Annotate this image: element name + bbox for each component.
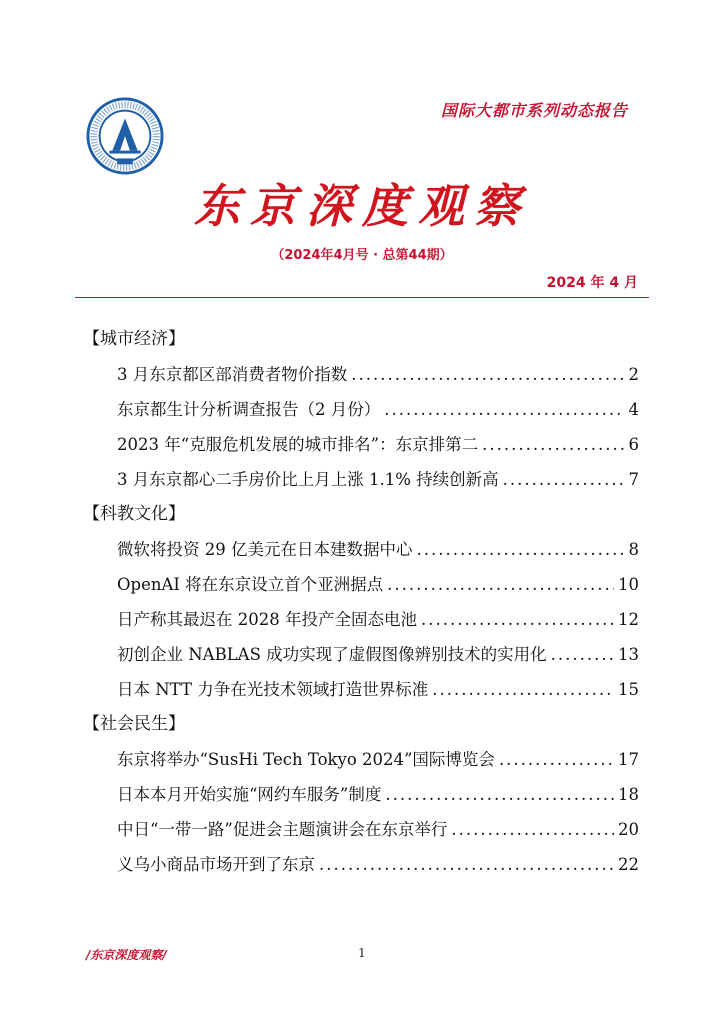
toc-entry[interactable] [83, 357, 639, 392]
toc-leader [482, 427, 624, 462]
toc-leader [384, 392, 624, 427]
page-title: 东京深度观察 [194, 179, 530, 233]
toc-entry-title: 东京都生计分析调查报告（2 月份） [117, 400, 381, 419]
toc-entry-page: 15 [618, 680, 639, 699]
toc-entry-page: 2 [628, 365, 639, 384]
toc-entry-title: 日本本月开始实施“网约车服务”制度 [117, 785, 382, 804]
toc-entry-title: 日本 NTT 力争在光技术领域打造世界标准 [117, 680, 429, 699]
toc-entry-page: 8 [628, 540, 639, 559]
toc-leader [451, 812, 614, 847]
series-title: 国际大都市系列动态报告 [440, 101, 628, 120]
publication-date: 2024 年 4 月 [546, 275, 638, 291]
toc-entry-title: 中日“一带一路”促进会主题演讲会在东京举行 [117, 820, 448, 839]
toc-entry-title: 日产称其最迟在 2028 年投产全固态电池 [117, 610, 417, 629]
toc-entry-title: 初创企业 NABLAS 成功实现了虚假图像辨别技术的实用化 [117, 645, 547, 664]
toc-entry[interactable] [83, 777, 639, 812]
toc-entry-page: 7 [628, 470, 639, 489]
toc-leader [503, 462, 625, 497]
toc-entry[interactable] [83, 392, 639, 427]
toc-entry[interactable] [83, 847, 639, 882]
toc-entry-title: 2023 年“克服危机发展的城市排名”：东京排第二 [117, 435, 479, 454]
toc-entry-page: 13 [618, 645, 639, 664]
toc-entry-page: 6 [628, 435, 639, 454]
toc-entry[interactable] [83, 427, 639, 462]
toc-entry-page: 10 [618, 575, 639, 594]
table-of-contents [83, 322, 639, 882]
toc-entry[interactable] [83, 812, 639, 847]
toc-leader [385, 777, 614, 812]
academy-logo [86, 97, 164, 175]
toc-section-science-culture: 【科教文化】 [83, 504, 185, 524]
toc-entry[interactable] [83, 672, 639, 707]
toc-leader [417, 532, 625, 567]
toc-entry-page: 4 [628, 400, 639, 419]
issue-number: （2024年4月号 · 总第44期） [271, 248, 453, 263]
toc-section-society: 【社会民生】 [83, 714, 185, 734]
toc-entry-title: 东京将举办“SusHi Tech Tokyo 2024”国际博览会 [117, 750, 495, 769]
toc-entry-page: 18 [618, 785, 639, 804]
toc-entry-page: 22 [618, 855, 639, 874]
toc-leader [319, 847, 614, 882]
toc-entry-title: 义乌小商品市场开到了东京 [117, 855, 315, 874]
toc-entry-page: 20 [618, 820, 639, 839]
toc-leader [387, 567, 614, 602]
header-divider [75, 297, 649, 298]
footer-publication-name: /东京深度观察/ [86, 948, 167, 962]
toc-section-urban-economy: 【城市经济】 [83, 329, 185, 349]
footer-page-number: 1 [358, 946, 366, 960]
toc-leader [499, 742, 614, 777]
toc-leader [432, 672, 614, 707]
toc-entry-page: 12 [618, 610, 639, 629]
toc-entry-title: 微软将投资 29 亿美元在日本建数据中心 [117, 540, 413, 559]
toc-entry[interactable] [83, 637, 639, 672]
toc-entry[interactable] [83, 462, 639, 497]
toc-entry[interactable] [83, 742, 639, 777]
toc-entry[interactable] [83, 532, 639, 567]
toc-entry-title: OpenAI 将在东京设立首个亚洲据点 [117, 575, 384, 594]
toc-entry-title: 3 月东京都心二手房价比上月上涨 1.1% 持续创新高 [117, 470, 499, 489]
toc-leader [351, 357, 624, 392]
toc-entry[interactable] [83, 602, 639, 637]
toc-entry[interactable] [83, 567, 639, 602]
toc-entry-page: 17 [618, 750, 639, 769]
toc-entry-title: 3 月东京都区部消费者物价指数 [117, 365, 348, 384]
toc-leader [421, 602, 614, 637]
toc-leader [551, 637, 614, 672]
